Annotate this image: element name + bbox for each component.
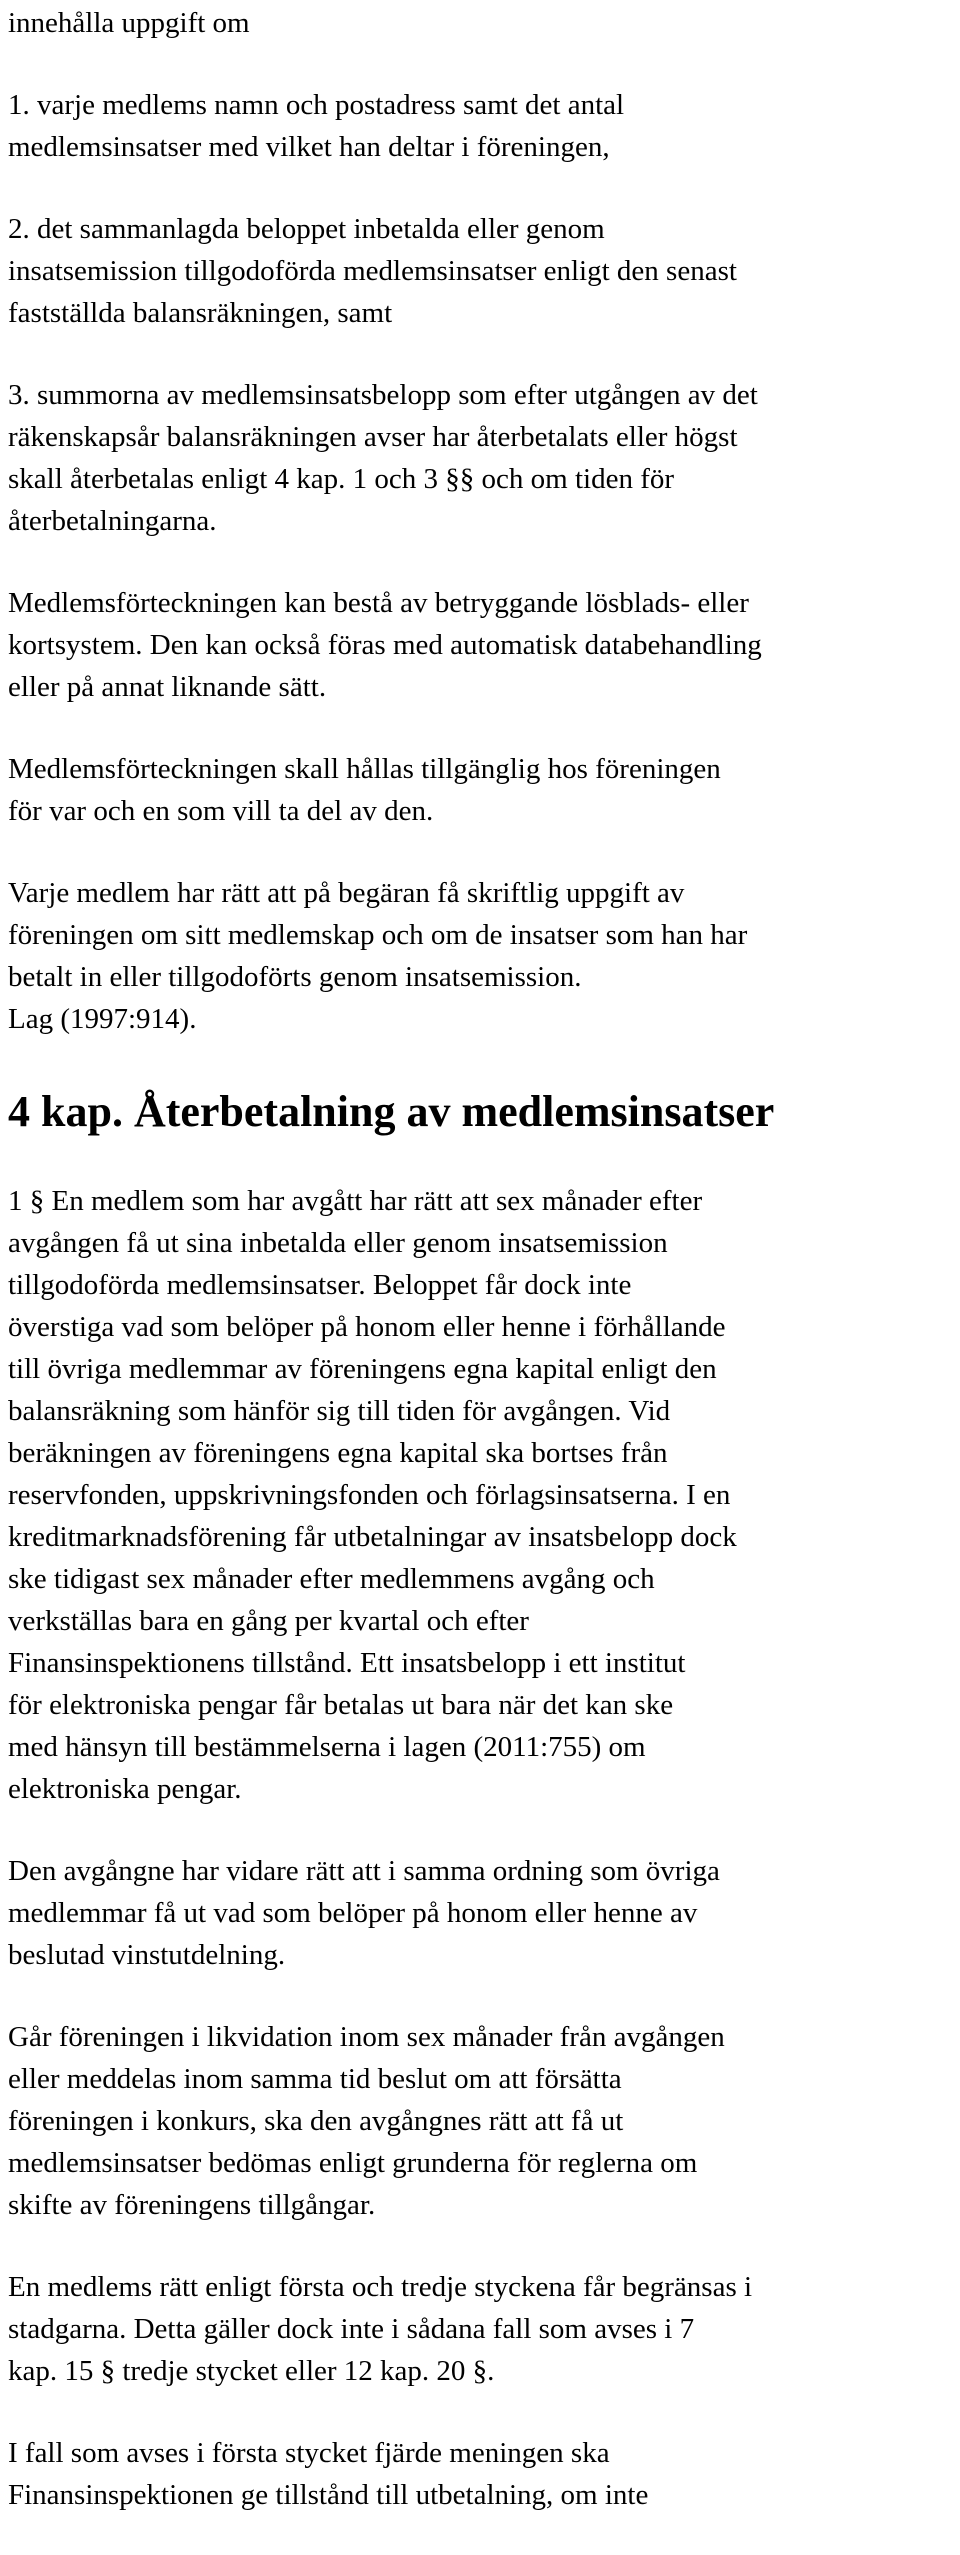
paragraph-line: Lag (1997:914). bbox=[8, 1003, 197, 1035]
section-1-line: överstiga vad som belöper på honom eller henne i förhållande bbox=[8, 1311, 726, 1343]
item-2-line: fastställda balansräkningen, samt bbox=[8, 297, 393, 329]
section-1-line: 1 § En medlem som har avgått har rätt att sex månader efter bbox=[8, 1185, 703, 1217]
paragraph-line: kortsystem. Den kan också föras med automatisk databehandling bbox=[8, 629, 762, 661]
paragraph-line: En medlems rätt enligt första och tredje styckena får begränsas i bbox=[8, 2271, 753, 2303]
paragraph-line: eller meddelas inom samma tid beslut om att försätta bbox=[8, 2063, 622, 2095]
paragraph-line: I fall som avses i första stycket fjärde meningen ska bbox=[8, 2437, 610, 2469]
section-1-line: tillgodoförda medlemsinsatser. Beloppet får dock inte bbox=[8, 1269, 632, 1301]
item-3-line: skall återbetalas enligt 4 kap. 1 och 3 §§ och om tiden för bbox=[8, 463, 675, 495]
item-2-line: 2. det sammanlagda beloppet inbetalda eller genom bbox=[8, 213, 605, 245]
paragraph-line: föreningen om sitt medlemskap och om de insatser som han har bbox=[8, 919, 748, 951]
section-1-line: kreditmarknadsförening får utbetalningar av insatsbelopp dock bbox=[8, 1521, 737, 1553]
paragraph-line: medlemsinsatser bedömas enligt grunderna för reglerna om bbox=[8, 2147, 698, 2179]
section-1-line: reservfonden, uppskrivningsfonden och förlagsinsatserna. I en bbox=[8, 1479, 731, 1511]
paragraph-line: beslutad vinstutdelning. bbox=[8, 1939, 286, 1971]
section-1-line: med hänsyn till bestämmelserna i lagen (2011:755) om bbox=[8, 1731, 646, 1763]
paragraph-line: betalt in eller tillgodoförts genom insatsemission. bbox=[8, 961, 582, 993]
paragraph-line: medlemmar få ut vad som belöper på honom eller henne av bbox=[8, 1897, 698, 1929]
item-1-line: medlemsinsatser med vilket han deltar i föreningen, bbox=[8, 131, 610, 163]
paragraph-line: för var och en som vill ta del av den. bbox=[8, 795, 434, 827]
section-1-line: elektroniska pengar. bbox=[8, 1773, 242, 1805]
paragraph-line: Finansinspektionen ge tillstånd till utbetalning, om inte bbox=[8, 2479, 649, 2511]
paragraph-line: Varje medlem har rätt att på begäran få skriftlig uppgift av bbox=[8, 877, 685, 909]
paragraph-line: stadgarna. Detta gäller dock inte i sådana fall som avses i 7 bbox=[8, 2313, 695, 2345]
intro-text: innehålla uppgift om bbox=[8, 7, 250, 39]
item-3-line: återbetalningarna. bbox=[8, 505, 217, 537]
item-3-line: 3. summorna av medlemsinsatsbelopp som efter utgången av det bbox=[8, 379, 758, 411]
paragraph-line: föreningen i konkurs, ska den avgångnes rätt att få ut bbox=[8, 2105, 624, 2137]
item-1-line: 1. varje medlems namn och postadress samt det antal bbox=[8, 89, 625, 121]
paragraph-line: Medlemsförteckningen skall hållas tillgänglig hos föreningen bbox=[8, 753, 721, 785]
paragraph-line: Den avgångne har vidare rätt att i samma ordning som övriga bbox=[8, 1855, 720, 1887]
chapter-heading: 4 kap. Återbetalning av medlemsinsatser bbox=[8, 1087, 775, 1136]
paragraph-line: eller på annat liknande sätt. bbox=[8, 671, 327, 703]
section-1-line: beräkningen av föreningens egna kapital ska bortses från bbox=[8, 1437, 668, 1469]
section-1-line: verkställas bara en gång per kvartal och efter bbox=[8, 1605, 529, 1637]
item-2-line: insatsemission tillgodoförda medlemsinsatser enligt den senast bbox=[8, 255, 737, 287]
section-1-line: för elektroniska pengar får betalas ut bara när det kan ske bbox=[8, 1689, 674, 1721]
paragraph-line: skifte av föreningens tillgångar. bbox=[8, 2189, 376, 2221]
section-1-line: avgången få ut sina inbetalda eller genom insatsemission bbox=[8, 1227, 668, 1259]
section-1-line: balansräkning som hänför sig till tiden för avgången. Vid bbox=[8, 1395, 671, 1427]
section-1-line: till övriga medlemmar av föreningens egna kapital enligt den bbox=[8, 1353, 717, 1385]
paragraph-line: Medlemsförteckningen kan bestå av betryggande lösblads- eller bbox=[8, 587, 749, 619]
section-1-line: Finansinspektionens tillstånd. Ett insatsbelopp i ett institut bbox=[8, 1647, 686, 1679]
paragraph-line: kap. 15 § tredje stycket eller 12 kap. 20 §. bbox=[8, 2355, 495, 2387]
paragraph-line: Går föreningen i likvidation inom sex månader från avgången bbox=[8, 2021, 725, 2053]
section-1-line: ske tidigast sex månader efter medlemmens avgång och bbox=[8, 1563, 655, 1595]
item-3-line: räkenskapsår balansräkningen avser har återbetalats eller högst bbox=[8, 421, 738, 453]
